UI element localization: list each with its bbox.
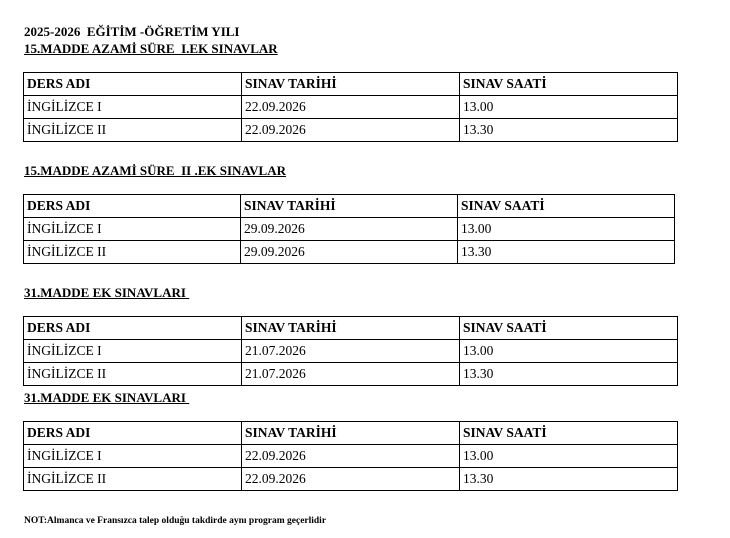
exam-table-2 <box>23 194 675 264</box>
column-header-date: SINAV TARİHİ <box>242 422 460 445</box>
date-cell: 22.09.2026 <box>242 96 460 119</box>
academic-year-title: 2025-2026 EĞİTİM -ÖĞRETİM YILI <box>24 24 240 39</box>
time-cell: 13.30 <box>460 119 678 142</box>
course-cell: İNGİLİZCE I <box>24 340 242 363</box>
course-cell: İNGİLİZCE I <box>24 96 242 119</box>
exam-table-4 <box>23 421 678 491</box>
exam-table-1 <box>23 72 678 142</box>
date-cell: 22.09.2026 <box>242 119 460 142</box>
footnote: NOT:Almanca ve Fransızca talep olduğu takdirde aynı program geçerlidir <box>24 516 327 526</box>
section-title-4: 31.MADDE EK SINAVLARI <box>24 390 190 405</box>
column-header-time: SINAV SAATİ <box>458 195 675 218</box>
column-header-date: SINAV TARİHİ <box>241 195 458 218</box>
course-cell: İNGİLİZCE II <box>24 363 242 386</box>
time-cell: 13.00 <box>460 96 678 119</box>
column-header-time: SINAV SAATİ <box>460 317 678 340</box>
course-cell: İNGİLİZCE I <box>24 218 241 241</box>
column-header-course: DERS ADI <box>24 195 241 218</box>
exam-table-3 <box>23 316 678 386</box>
table-row <box>24 340 678 363</box>
time-cell: 13.00 <box>460 340 678 363</box>
column-header-date: SINAV TARİHİ <box>242 317 460 340</box>
column-header-time: SINAV SAATİ <box>460 73 678 96</box>
date-cell: 22.09.2026 <box>242 468 460 491</box>
table-header-row <box>24 317 678 340</box>
time-cell: 13.00 <box>460 445 678 468</box>
table-row <box>24 445 678 468</box>
column-header-course: DERS ADI <box>24 73 242 96</box>
course-cell: İNGİLİZCE II <box>24 241 241 264</box>
date-cell: 21.07.2026 <box>242 340 460 363</box>
section-title-2: 15.MADDE AZAMİ SÜRE II .EK SINAVLAR <box>24 163 286 178</box>
time-cell: 13.30 <box>460 468 678 491</box>
column-header-time: SINAV SAATİ <box>460 422 678 445</box>
date-cell: 21.07.2026 <box>242 363 460 386</box>
course-cell: İNGİLİZCE I <box>24 445 242 468</box>
table-header-row <box>24 195 675 218</box>
date-cell: 29.09.2026 <box>241 218 458 241</box>
column-header-course: DERS ADI <box>24 422 242 445</box>
table-header-row <box>24 73 678 96</box>
section-title-3: 31.MADDE EK SINAVLARI <box>24 285 190 300</box>
table-header-row <box>24 422 678 445</box>
column-header-course: DERS ADI <box>24 317 242 340</box>
table-row <box>24 96 678 119</box>
table-row <box>24 363 678 386</box>
table-row <box>24 468 678 491</box>
time-cell: 13.30 <box>460 363 678 386</box>
course-cell: İNGİLİZCE II <box>24 468 242 491</box>
course-cell: İNGİLİZCE II <box>24 119 242 142</box>
date-cell: 29.09.2026 <box>241 241 458 264</box>
table-row <box>24 241 675 264</box>
table-row <box>24 218 675 241</box>
date-cell: 22.09.2026 <box>242 445 460 468</box>
section-title-1: 15.MADDE AZAMİ SÜRE I.EK SINAVLAR <box>24 41 278 56</box>
table-row <box>24 119 678 142</box>
time-cell: 13.00 <box>458 218 675 241</box>
time-cell: 13.30 <box>458 241 675 264</box>
column-header-date: SINAV TARİHİ <box>242 73 460 96</box>
